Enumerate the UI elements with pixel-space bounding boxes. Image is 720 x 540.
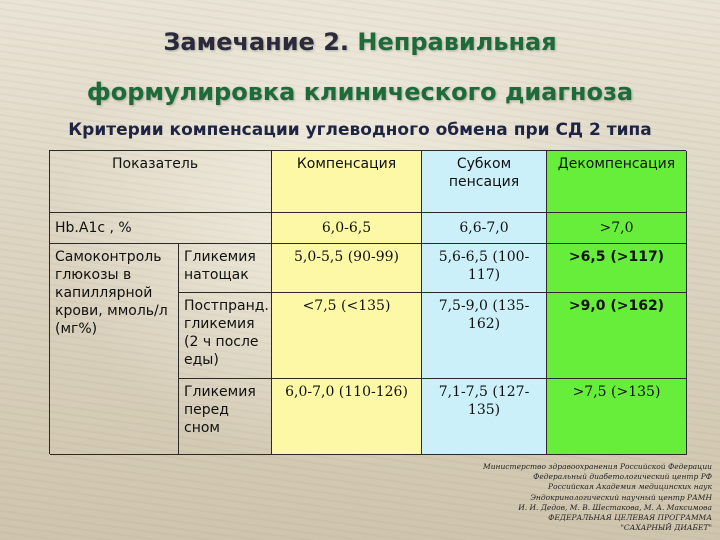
header-decompensation: Декомпенсация (547, 151, 687, 213)
postprandial-glycemia-label: Постпранд. гликемия (2 ч после еды) (179, 293, 272, 379)
hba1c-label: Hb.A1c , % (50, 213, 272, 244)
citation-line: Российская Академия медицинских наук (548, 482, 712, 492)
citation-line: ФЕДЕРАЛЬНАЯ ЦЕЛЕВАЯ ПРОГРАММА (548, 513, 712, 523)
compensation-criteria-table (49, 150, 686, 454)
citation-line: И. И. Дедов, М. В. Шестакова, М. А. Максимова (518, 502, 712, 512)
postprandial-decompensation: >9,0 (>162) (547, 293, 687, 379)
citation-line: Министерство здравоохранения Российской Федерации (483, 462, 712, 471)
citation-line: "САХАРНЫЙ ДИАБЕТ" (620, 523, 712, 533)
page-title (0, 28, 720, 56)
selfcontrol-label: Самоконтроль глюкозы в капиллярной крови, ммоль/л (мг%) (50, 244, 179, 455)
bedtime-compensation: 6,0-7,0 (110-126) (272, 379, 422, 455)
title-part2: Неправильная (357, 28, 557, 56)
hba1c-decompensation: >7,0 (547, 213, 687, 244)
fasting-decompensation: >6,5 (>117) (547, 244, 687, 293)
bedtime-glycemia-label: Гликемия перед сном (179, 379, 272, 455)
table-caption: Критерии компенсации углеводного обмена при СД 2 типа (68, 120, 652, 140)
citation-line: Эндокринологический научный центр РАМН (530, 492, 712, 502)
postprandial-subcompensation: 7,5-9,0 (135-162) (422, 293, 547, 379)
hba1c-compensation: 6,0-6,5 (272, 213, 422, 244)
header-indicator: Показатель (50, 151, 272, 213)
hba1c-subcompensation: 6,6-7,0 (422, 213, 547, 244)
header-subcompensation: Субком пенсация (422, 151, 547, 213)
citation-line: Федеральный диабетологический центр РФ (533, 472, 712, 482)
fasting-subcompensation: 5,6-6,5 (100-117) (422, 244, 547, 293)
postprandial-compensation: <7,5 (<135) (272, 293, 422, 379)
bedtime-subcompensation: 7,1-7,5 (127-135) (422, 379, 547, 455)
source-citation (412, 462, 712, 533)
title-part1: Замечание 2. (163, 28, 350, 56)
header-compensation: Компенсация (272, 151, 422, 213)
page-title-line2: формулировка клинического диагноза (86, 78, 634, 106)
fasting-compensation: 5,0-5,5 (90-99) (272, 244, 422, 293)
fasting-glycemia-label: Гликемия натощак (179, 244, 272, 293)
bedtime-decompensation: >7,5 (>135) (547, 379, 687, 455)
